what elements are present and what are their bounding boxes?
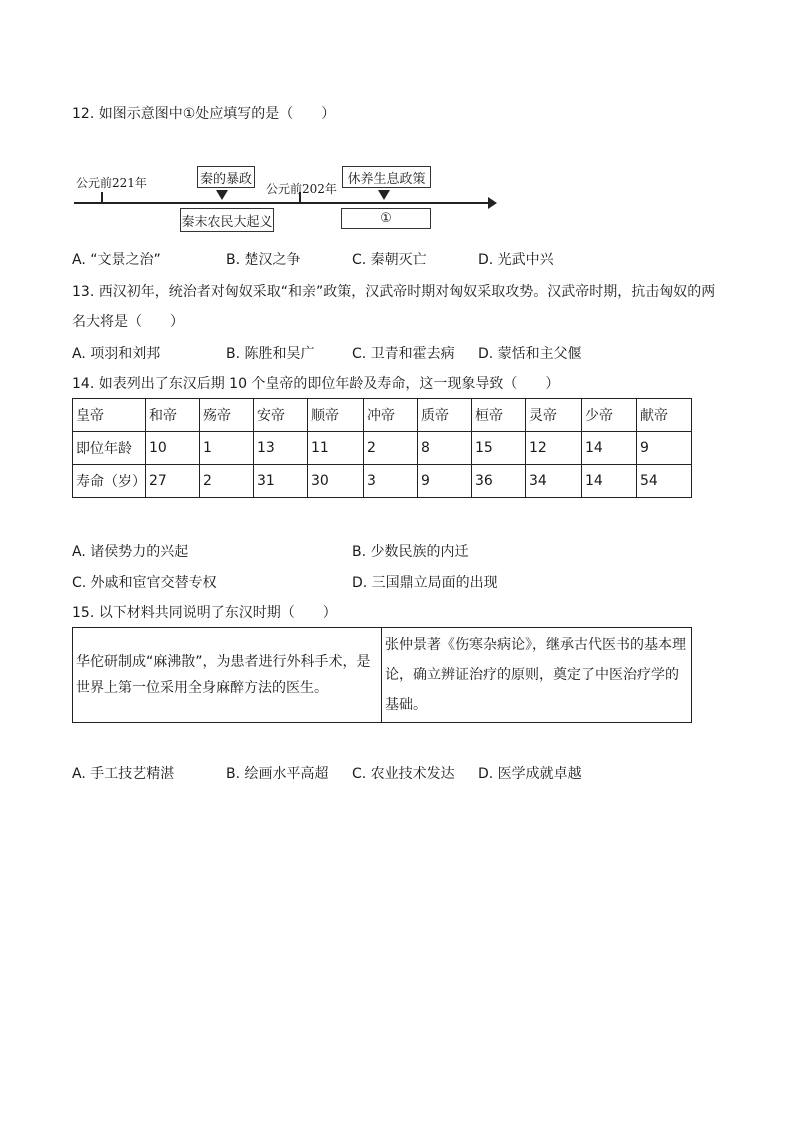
material-zhang-zhongjing: 张仲景著《伤寒杂病论》，继承古代医书的基本理论，确立辨证治疗的原则，奠定了中医治疗学的基础。: [385, 637, 686, 713]
table-cell: 12: [526, 432, 582, 465]
question-14-stem: 14. 如表列出了东汉后期 10 个皇帝的即位年龄及寿命，这一现象导致（ ）: [72, 376, 560, 392]
timeline-marker-down-icon: [378, 190, 390, 200]
table-cell: 8: [418, 432, 472, 465]
timeline-arrow-icon: [488, 197, 497, 209]
table-row: [73, 432, 692, 465]
table-cell: 即位年龄: [73, 432, 146, 465]
table-cell: 2: [200, 465, 254, 498]
emperor-table: [72, 398, 692, 498]
table-cell: 14: [582, 465, 637, 498]
question-12-stem: 12. 如图示意图中①处应填写的是（ ）: [72, 106, 336, 122]
table-cell: 少帝: [582, 399, 637, 432]
timeline-year-221: 公元前221年: [76, 176, 147, 190]
table-cell: 桓帝: [472, 399, 526, 432]
q12-option-d: D. 光武中兴: [478, 252, 554, 268]
table-cell: 14: [582, 432, 637, 465]
q14-option-b: B. 少数民族的内迁: [352, 544, 469, 560]
q15-option-d: D. 医学成就卓越: [478, 766, 582, 782]
q15-option-a: A. 手工技艺精湛: [72, 766, 175, 782]
q12-option-b: B. 楚汉之争: [226, 252, 301, 268]
table-cell: 1: [200, 432, 254, 465]
table-cell: 9: [418, 465, 472, 498]
q14-option-d: D. 三国鼎立局面的出现: [352, 575, 498, 591]
q13-option-d: D. 蒙恬和主父偃: [478, 346, 582, 362]
table-cell: 安帝: [254, 399, 308, 432]
question-13-stem-line1: 13. 西汉初年，统治者对匈奴采取“和亲”政策，汉武帝时期对匈奴采取攻势。汉武帝时期，抗击匈奴的两: [72, 284, 716, 300]
table-cell: 9: [637, 432, 692, 465]
table-cell: 30: [308, 465, 364, 498]
table-cell: 2: [364, 432, 418, 465]
timeline-tick-221: [101, 192, 103, 202]
q13-option-b: B. 陈胜和吴广: [226, 346, 315, 362]
table-cell: 献帝: [637, 399, 692, 432]
table-row: [73, 465, 692, 498]
q12-option-a: A. “文景之治”: [72, 252, 161, 268]
table-cell: 冲帝: [364, 399, 418, 432]
table-cell: 11: [308, 432, 364, 465]
table-cell: 和帝: [146, 399, 200, 432]
materials-table: [72, 627, 692, 723]
table-cell: 54: [637, 465, 692, 498]
table-cell: 31: [254, 465, 308, 498]
table-cell: 灵帝: [526, 399, 582, 432]
table-cell: 13: [254, 432, 308, 465]
table-cell: 质帝: [418, 399, 472, 432]
timeline-box-uprising: 秦末农民大起义: [180, 208, 274, 232]
q15-option-c: C. 农业技术发达: [352, 766, 455, 782]
timeline-axis: [74, 202, 490, 204]
timeline-box-qin-tyranny: 秦的暴政: [197, 166, 255, 188]
q13-option-c: C. 卫青和霍去病: [352, 346, 455, 362]
timeline-box-rest-policy: 休养生息政策: [342, 166, 431, 188]
q15-option-b: B. 绘画水平高超: [226, 766, 329, 782]
q12-option-c: C. 秦朝灭亡: [352, 252, 427, 268]
question-15-stem: 15. 以下材料共同说明了东汉时期（ ）: [72, 605, 337, 621]
timeline-marker-down-icon: [216, 190, 228, 200]
table-cell: 殇帝: [200, 399, 254, 432]
q13-option-a: A. 项羽和刘邦: [72, 346, 161, 362]
timeline-year-202: 公元前202年: [266, 182, 337, 196]
table-cell: 3: [364, 465, 418, 498]
table-cell: 寿命（岁）: [73, 465, 146, 498]
table-cell: 皇帝: [73, 399, 146, 432]
q14-option-a: A. 诸侯势力的兴起: [72, 544, 189, 560]
q14-option-c: C. 外戚和宦官交替专权: [72, 575, 217, 591]
question-13-stem-line2: 名大将是（ ）: [72, 314, 184, 330]
timeline-box-blank: ①: [341, 208, 431, 229]
table-cell: 15: [472, 432, 526, 465]
table-row: [73, 399, 692, 432]
table-cell: 36: [472, 465, 526, 498]
material-hua-tuo: 华佗研制成“麻沸散”，为患者进行外科手术，是世界上第一位采用全身麻醉方法的医生。: [73, 628, 382, 722]
table-cell: 顺帝: [308, 399, 364, 432]
table-cell: 34: [526, 465, 582, 498]
table-cell: 27: [146, 465, 200, 498]
table-cell: 10: [146, 432, 200, 465]
